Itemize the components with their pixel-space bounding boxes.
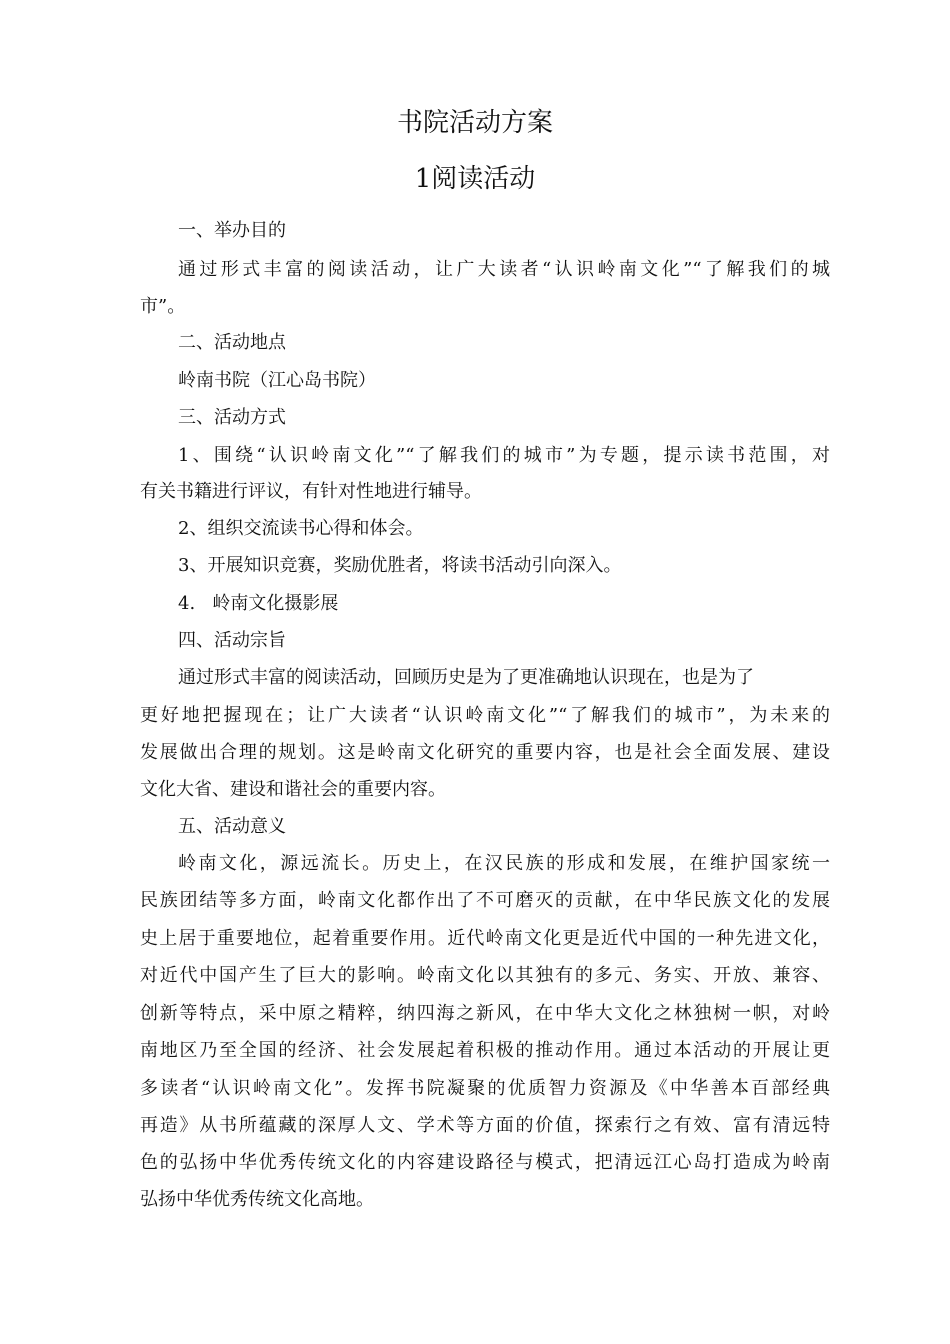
heading-aim: 四、活动宗旨 (178, 630, 286, 651)
paragraph-line: 色的弘扬中华优秀传统文化的内容建设路径与模式，把清远江心岛打造成为岭南 (140, 1152, 830, 1173)
paragraph-line: 岭南文化，源远流长。历史上，在汉民族的形成和发展，在维护国家统一 (178, 853, 830, 874)
paragraph-line: 市”。 (140, 296, 186, 317)
paragraph-line: 更好地把握现在；让广大读者“认识岭南文化”“了解我们的城市”，为未来的 (140, 705, 830, 726)
list-item: 1、围绕“认识岭南文化”“了解我们的城市”为专题，提示读书范围，对 (178, 445, 830, 466)
heading-significance: 五、活动意义 (178, 816, 286, 837)
list-item: 3、开展知识竞赛，奖励优胜者，将读书活动引向深入。 (178, 555, 622, 576)
paragraph-line: 创新等特点，采中原之精粹，纳四海之新风，在中华大文化之林独树一帜，对岭 (140, 1003, 830, 1024)
paragraph-line: 民族团结等多方面，岭南文化都作出了不可磨灭的贡献，在中华民族文化的发展 (140, 890, 830, 911)
paragraph-line: 通过形式丰富的阅读活动，回顾历史是为了更准确地认识现在，也是为了 (178, 667, 754, 688)
heading-method: 三、活动方式 (178, 407, 286, 428)
paragraph-line: 对近代中国产生了巨大的影响。岭南文化以其独有的多元、务实、开放、兼容、 (140, 965, 830, 986)
section-title: 1阅读活动 (414, 164, 536, 194)
paragraph-line: 多读者“认识岭南文化”。发挥书院凝聚的优质智力资源及《中华善本百部经典 (140, 1078, 830, 1099)
list-item: 4. 岭南文化摄影展 (178, 593, 339, 614)
paragraph-line: 通过形式丰富的阅读活动，让广大读者“认识岭南文化”“了解我们的城 (178, 259, 830, 280)
list-item: 2、组织交流读书心得和体会。 (178, 518, 424, 539)
paragraph-line: 岭南书院（江心岛书院） (178, 370, 376, 391)
paragraph-line: 史上居于重要地位，起着重要作用。近代岭南文化更是近代中国的一种先进文化， (140, 928, 830, 949)
paragraph-line: 弘扬中华优秀传统文化高地。 (140, 1189, 374, 1210)
heading-purpose: 一、举办目的 (178, 220, 286, 241)
heading-location: 二、活动地点 (178, 332, 286, 353)
paragraph-line: 南地区乃至全国的经济、社会发展起着积极的推动作用。通过本活动的开展让更 (140, 1040, 830, 1061)
paragraph-line: 有关书籍进行评议，有针对性地进行辅导。 (140, 481, 482, 502)
paragraph-line: 文化大省、建设和谐社会的重要内容。 (140, 779, 446, 800)
paragraph-line: 发展做出合理的规划。这是岭南文化研究的重要内容，也是社会全面发展、建设 (140, 742, 830, 763)
document-title: 书院活动方案 (396, 108, 553, 138)
paragraph-line: 再造》从书所蕴藏的深厚人文、学术等方面的价值，探索行之有效、富有清远特 (140, 1115, 830, 1136)
